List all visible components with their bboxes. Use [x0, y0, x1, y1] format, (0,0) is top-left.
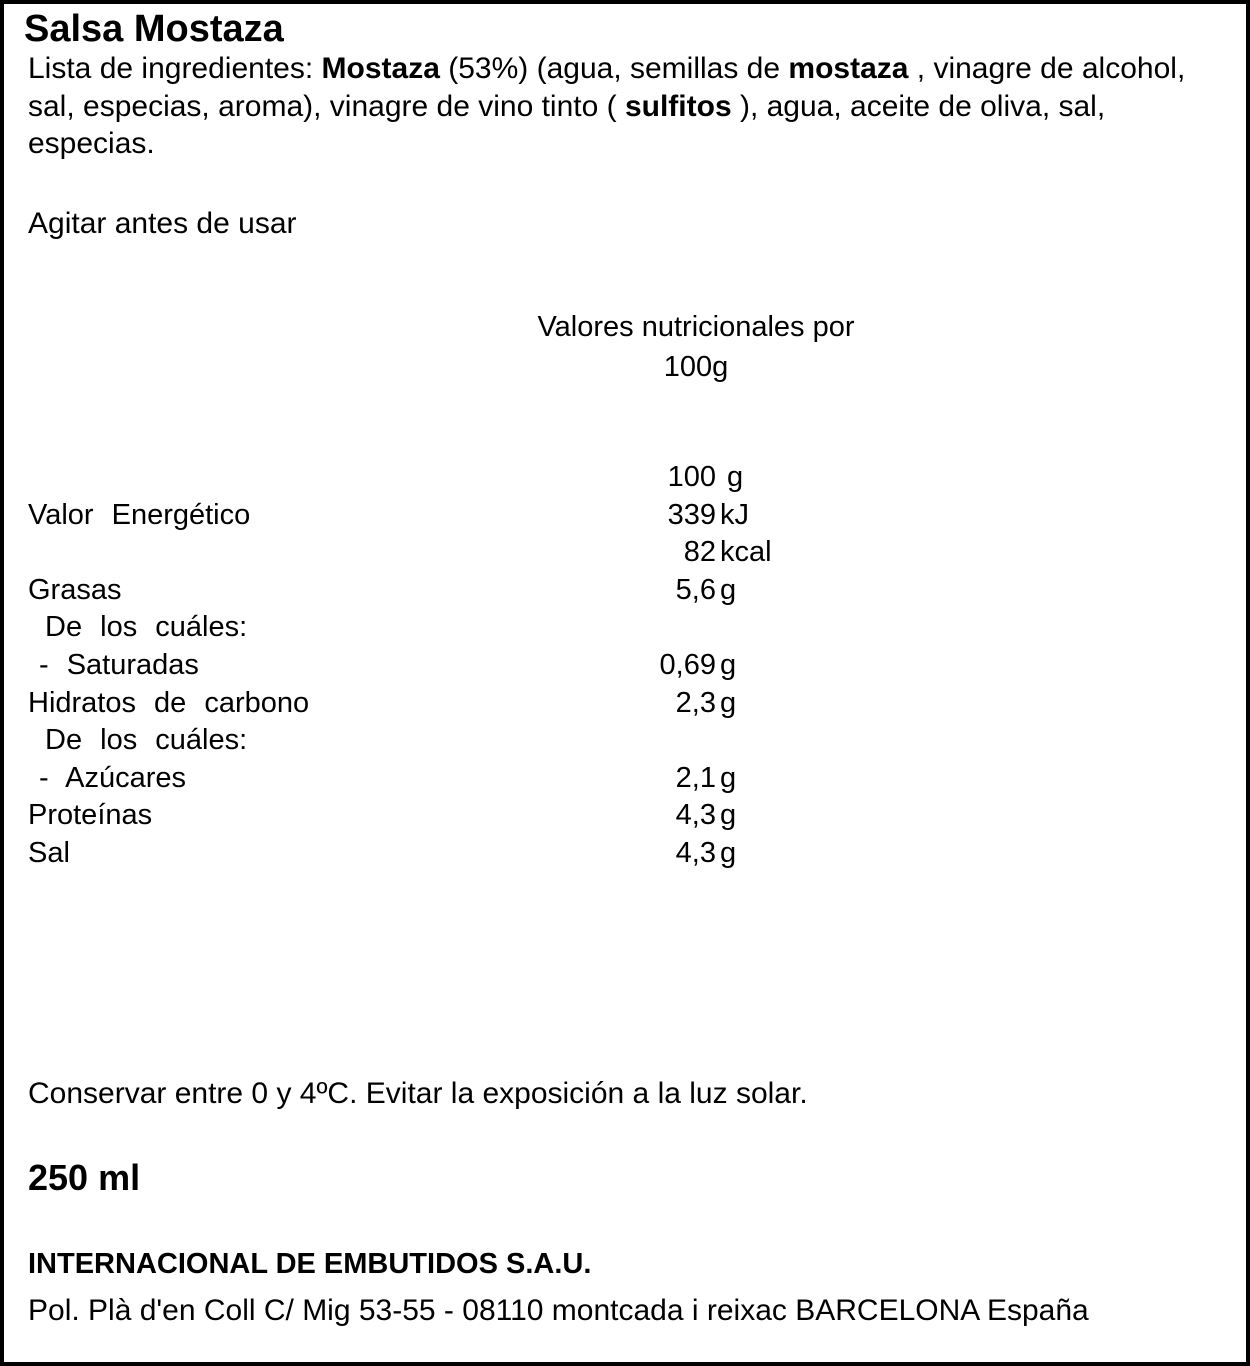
nutrition-label: Grasas: [28, 573, 122, 606]
manufacturer-name: INTERNACIONAL DE EMBUTIDOS S.A.U.: [28, 1248, 592, 1280]
nutrition-value: 0,69: [659, 648, 716, 681]
nutrition-header-line1: Valores nutricionales por: [537, 311, 855, 343]
nutrition-header: [396, 307, 996, 387]
nutrition-row: [28, 647, 737, 685]
nutrition-label: - Azúcares: [39, 761, 186, 794]
ingredient-segment: , vinagre de alcohol, sal, especias, aroma), vinagre de vino tinto (: [28, 52, 1186, 123]
usage-note: Agitar antes de usar: [28, 207, 297, 240]
nutrition-row: [28, 835, 737, 873]
nutrition-row: [28, 572, 737, 610]
nutrition-value: 2,1: [675, 761, 716, 794]
manufacturer-address: Pol. Plà d'en Coll C/ Mig 53-55 - 08110 montcada i reixac BARCELONA España: [28, 1294, 1089, 1327]
nutrition-unit: g: [720, 573, 737, 606]
nutrition-value: 5,6: [675, 573, 716, 606]
net-quantity: 250 ml: [28, 1157, 141, 1198]
nutrition-unit: g: [720, 836, 737, 869]
nutrition-row: [28, 797, 737, 835]
nutrition-label: Proteínas: [28, 799, 153, 832]
nutrition-label: - Saturadas: [39, 648, 199, 681]
ingredient-segment: mostaza: [788, 52, 909, 85]
ingredient-segment: sulfitos: [624, 89, 732, 123]
nutrition-row: [28, 459, 744, 497]
nutrition-label: Valor Energético: [28, 498, 251, 531]
nutrition-label: Sal: [28, 836, 70, 869]
nutrition-row: [28, 609, 716, 647]
ingredients-paragraph: [28, 50, 1188, 163]
nutrition-value: 4,3: [675, 836, 716, 869]
ingredient-segment: (53%) (agua, semillas de: [439, 52, 789, 85]
ingredient-segment: ), agua, aceite de oliva, sal, especias.: [28, 89, 1106, 161]
nutrition-value: 339: [667, 498, 716, 531]
nutrition-value: 2,3: [675, 686, 716, 719]
nutrition-label: De los cuáles:: [45, 611, 248, 644]
nutrition-table: [28, 459, 772, 873]
nutrition-label: De los cuáles:: [45, 724, 248, 757]
nutrition-unit: kJ: [720, 498, 749, 531]
product-title: Salsa Mostaza: [24, 8, 284, 50]
nutrition-unit: g: [720, 761, 737, 794]
nutrition-value: 82: [683, 536, 716, 569]
nutrition-label: Hidratos de carbono: [28, 686, 310, 719]
nutrition-header-line2: 100g: [663, 351, 729, 383]
nutrition-value: 4,3: [675, 799, 716, 832]
nutrition-row: [28, 722, 716, 760]
nutrition-row: [28, 497, 749, 535]
nutrition-row: [28, 534, 772, 572]
storage-note: Conservar entre 0 y 4ºC. Evitar la exposición a la luz solar.: [28, 1077, 808, 1110]
ingredient-segment: Mostaza: [321, 52, 440, 85]
nutrition-unit: g: [720, 648, 737, 681]
nutrition-unit: g: [720, 686, 737, 719]
nutrition-unit: g: [720, 799, 737, 832]
nutrition-row: [28, 685, 737, 723]
nutrition-unit: g: [727, 461, 744, 493]
nutrition-row: [28, 760, 737, 798]
ingredient-segment: Lista de ingredientes:: [28, 52, 322, 85]
nutrition-unit: kcal: [720, 536, 772, 569]
nutrition-value: 100: [667, 461, 716, 493]
